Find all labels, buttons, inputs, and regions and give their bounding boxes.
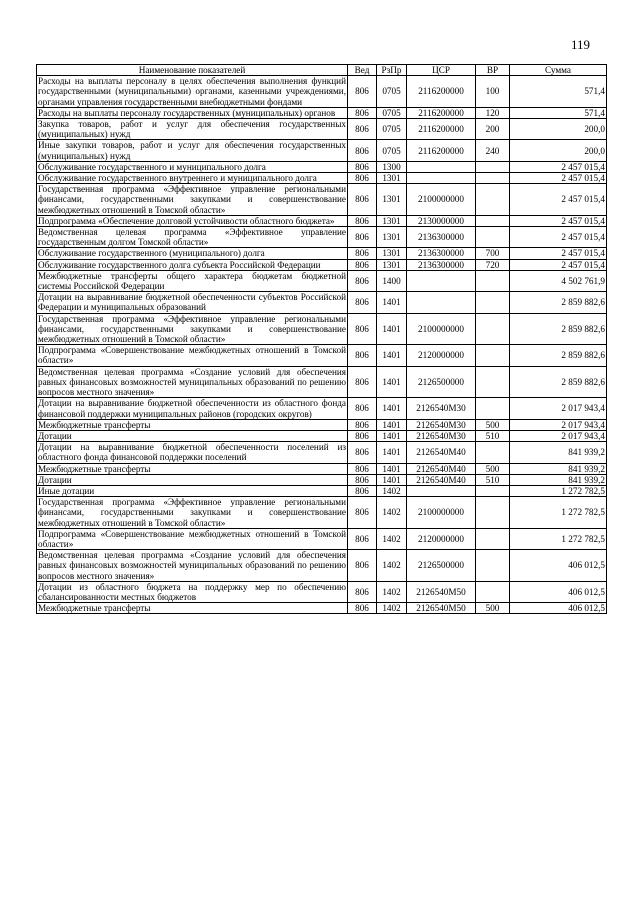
row-csr: 2126540М50 [407, 603, 476, 614]
row-csr: 2116200000 [407, 107, 476, 118]
row-ved: 806 [348, 398, 377, 419]
row-vr [476, 550, 510, 582]
row-csr: 2126500000 [407, 366, 476, 398]
budget-table [36, 64, 607, 614]
row-name: Ведомственная целевая программа «Создание условий для обеспечения равных финансовых возможностей муниципальных образований по решению вопросов местного значения» [38, 366, 346, 398]
table-row [37, 215, 607, 226]
table-row [37, 550, 607, 582]
row-sum: 1 272 782,5 [510, 528, 607, 549]
row-vr [476, 161, 510, 172]
row-vr [476, 442, 510, 463]
row-rzpr: 1301 [377, 248, 407, 259]
row-ved: 806 [348, 497, 377, 529]
row-sum: 406 012,5 [510, 550, 607, 582]
row-ved: 806 [348, 161, 377, 172]
row-vr [476, 184, 510, 216]
row-name: Закупка товаров, работ и услуг для обеспечения государственных (муниципальных) нужд [38, 119, 346, 140]
table-row [37, 398, 607, 419]
row-csr [407, 485, 476, 496]
row-csr: 2120000000 [407, 345, 476, 366]
row-ved: 806 [348, 259, 377, 270]
row-csr: 2130000000 [407, 215, 476, 226]
table-row [37, 313, 607, 345]
table-row [37, 259, 607, 270]
row-rzpr: 0705 [377, 76, 407, 108]
row-sum: 4 502 761,9 [510, 270, 607, 291]
row-vr [476, 497, 510, 529]
row-sum: 571,4 [510, 76, 607, 108]
row-name: Межбюджетные трансферты [37, 463, 348, 474]
row-sum: 2 457 015,4 [510, 259, 607, 270]
row-rzpr: 1402 [377, 528, 407, 549]
row-sum: 2 859 882,6 [510, 345, 607, 366]
row-name: Дотации на выравнивание бюджетной обеспеченности поселений из областного фонда финансовой поддержки поселений [38, 442, 346, 463]
page-number: 119 [570, 37, 590, 52]
row-ved: 806 [348, 215, 377, 226]
row-name: Государственная программа «Эффективное управление региональными финансами, государственными закупками и совершенствование межбюджетных отношений в Томской области» [38, 184, 346, 215]
row-name: Подпрограмма «Совершенствование межбюджетных отношений в Томской области» [38, 345, 346, 366]
row-ved: 806 [348, 313, 377, 345]
row-name: Дотации из областного бюджета на поддержку мер по обеспечению сбалансированности местных бюджетов [38, 581, 346, 602]
row-name: Межбюджетные трансферты общего характера бюджетам бюджетной системы Российской Федерации [38, 270, 346, 292]
row-sum: 841 939,2 [510, 442, 607, 463]
row-vr: 200 [476, 119, 510, 140]
row-sum: 200,0 [510, 140, 607, 161]
row-name: Дотации на выравнивание бюджетной обеспеченности субъектов Российской Федерации и муниципальных образований [38, 292, 346, 313]
row-rzpr: 1402 [377, 485, 407, 496]
row-csr: 2100000000 [407, 497, 476, 529]
row-name: Иные закупки товаров, работ и услуг для обеспечения государственных (муниципальных) нужд [38, 140, 346, 161]
table-row [37, 227, 607, 248]
row-sum: 200,0 [510, 119, 607, 140]
row-sum: 1 272 782,5 [510, 485, 607, 496]
row-rzpr: 1301 [377, 173, 407, 184]
row-sum: 841 939,2 [510, 463, 607, 474]
table-row [37, 497, 607, 529]
row-name: Ведомственная целевая программа «Создание условий для обеспечения равных финансовых возможностей муниципальных образований по решению вопросов местного значения» [38, 550, 346, 581]
row-name: Обслуживание государственного долга субъекта Российской Федерации [37, 259, 348, 270]
row-name: Дотации [37, 474, 348, 485]
row-name: Дотации на выравнивание бюджетной обеспеченности из областного фонда финансовой поддержки муниципальных районов (городских округов) [38, 398, 346, 419]
row-sum: 2 457 015,4 [510, 173, 607, 184]
row-csr: 2126540М30 [407, 419, 476, 430]
row-ved: 806 [348, 292, 377, 313]
row-vr: 500 [476, 603, 510, 614]
row-name: Обслуживание государственного и муниципального долга [37, 161, 348, 172]
table-body [37, 76, 607, 614]
row-ved: 806 [348, 173, 377, 184]
table-row [37, 107, 607, 118]
row-csr: 2126540М40 [407, 463, 476, 474]
row-ved: 806 [348, 345, 377, 366]
row-name: Ведомственная целевая программа «Эффективное управление государственным долгом Томской области» [38, 227, 346, 248]
header-rzpr: РзПр [377, 65, 407, 76]
table-row [37, 292, 607, 313]
row-vr [476, 173, 510, 184]
table-row [37, 474, 607, 485]
row-vr [476, 528, 510, 549]
row-name: Расходы на выплаты персоналу государственных (муниципальных) органов [37, 107, 348, 118]
table-row [37, 184, 607, 216]
row-rzpr: 1301 [377, 215, 407, 226]
row-vr: 510 [476, 430, 510, 441]
table-row [37, 270, 607, 291]
table-row [37, 366, 607, 398]
row-ved: 806 [348, 140, 377, 161]
row-rzpr: 1301 [377, 227, 407, 248]
row-name: Подпрограмма «Совершенствование межбюджетных отношений в Томской области» [38, 528, 346, 549]
row-ved: 806 [348, 119, 377, 140]
row-vr [476, 485, 510, 496]
row-ved: 806 [348, 430, 377, 441]
row-rzpr: 1400 [377, 270, 407, 291]
row-sum: 2 859 882,6 [510, 313, 607, 345]
row-vr [476, 215, 510, 226]
row-sum: 406 012,5 [510, 581, 607, 602]
row-vr: 510 [476, 474, 510, 485]
row-rzpr: 1401 [377, 292, 407, 313]
row-csr: 2100000000 [407, 313, 476, 345]
row-vr [476, 581, 510, 602]
row-rzpr: 1401 [377, 442, 407, 463]
row-csr: 2126500000 [407, 550, 476, 582]
row-vr: 100 [476, 76, 510, 108]
table-row [37, 119, 607, 140]
row-name: Государственная программа «Эффективное управление региональными финансами, государственными закупками и совершенствование межбюджетных отношений в Томской области» [38, 313, 346, 345]
table-row [37, 603, 607, 614]
row-csr: 2126540М50 [407, 581, 476, 602]
row-sum: 2 457 015,4 [510, 227, 607, 248]
row-rzpr: 1402 [377, 581, 407, 602]
row-vr [476, 345, 510, 366]
row-name: Дотации [37, 430, 348, 441]
row-rzpr: 1401 [377, 419, 407, 430]
row-name: Иные дотации [37, 485, 348, 496]
table-row [37, 140, 607, 161]
row-ved: 806 [348, 474, 377, 485]
row-csr: 2136300000 [407, 259, 476, 270]
row-name: Обслуживание государственного (муниципального) долга [37, 248, 348, 259]
row-sum: 2 859 882,6 [510, 292, 607, 313]
row-rzpr: 1300 [377, 161, 407, 172]
row-sum: 2 457 015,4 [510, 215, 607, 226]
row-rzpr: 1401 [377, 345, 407, 366]
row-sum: 841 939,2 [510, 474, 607, 485]
row-name: Межбюджетные трансферты [37, 419, 348, 430]
table-row [37, 442, 607, 463]
table-row [37, 173, 607, 184]
row-name: Межбюджетные трансферты [37, 603, 348, 614]
row-rzpr: 0705 [377, 140, 407, 161]
row-name: Обслуживание государственного внутреннего и муниципального долга [37, 173, 348, 184]
row-ved: 806 [348, 603, 377, 614]
row-csr [407, 161, 476, 172]
header-vr: ВР [476, 65, 510, 76]
table-row [37, 345, 607, 366]
row-ved: 806 [348, 107, 377, 118]
row-name: Подпрограмма «Обеспечение долговой устойчивости областного бюджета» [37, 215, 348, 226]
row-ved: 806 [348, 366, 377, 398]
table-row [37, 581, 607, 602]
table-row [37, 430, 607, 441]
row-ved: 806 [348, 419, 377, 430]
table-row [37, 528, 607, 549]
row-rzpr: 1402 [377, 550, 407, 582]
table-row [37, 485, 607, 496]
row-vr: 500 [476, 463, 510, 474]
header-csr: ЦСР [407, 65, 476, 76]
row-csr [407, 292, 476, 313]
row-ved: 806 [348, 76, 377, 108]
row-ved: 806 [348, 463, 377, 474]
row-vr [476, 313, 510, 345]
row-ved: 806 [348, 184, 377, 216]
row-rzpr: 1401 [377, 313, 407, 345]
row-rzpr: 1402 [377, 603, 407, 614]
header-name: Наименование показателей [37, 65, 348, 76]
row-name: Государственная программа «Эффективное управление региональными финансами, государственными закупками и совершенствование межбюджетных отношений в Томской области» [38, 497, 346, 528]
row-sum: 571,4 [510, 107, 607, 118]
row-csr: 2136300000 [407, 248, 476, 259]
header-ved: Вед [348, 65, 377, 76]
row-csr [407, 173, 476, 184]
row-csr: 2116200000 [407, 140, 476, 161]
row-rzpr: 1402 [377, 497, 407, 529]
row-sum: 1 272 782,5 [510, 497, 607, 529]
table-row [37, 248, 607, 259]
row-ved: 806 [348, 550, 377, 582]
row-sum: 2 017 943,4 [510, 398, 607, 419]
row-vr [476, 270, 510, 291]
row-csr: 2126540М40 [407, 474, 476, 485]
row-rzpr: 1401 [377, 366, 407, 398]
row-vr [476, 292, 510, 313]
row-csr: 2126540М30 [407, 398, 476, 419]
row-csr: 2116200000 [407, 76, 476, 108]
row-sum: 2 457 015,4 [510, 184, 607, 216]
row-vr: 720 [476, 259, 510, 270]
row-vr [476, 398, 510, 419]
row-ved: 806 [348, 581, 377, 602]
row-rzpr: 0705 [377, 107, 407, 118]
row-csr: 2120000000 [407, 528, 476, 549]
row-csr: 2116200000 [407, 119, 476, 140]
row-sum: 2 859 882,6 [510, 366, 607, 398]
row-vr: 700 [476, 248, 510, 259]
row-vr: 120 [476, 107, 510, 118]
row-rzpr: 1401 [377, 430, 407, 441]
row-vr [476, 366, 510, 398]
row-rzpr: 1401 [377, 463, 407, 474]
row-sum: 2 457 015,4 [510, 248, 607, 259]
row-rzpr: 1301 [377, 184, 407, 216]
table-row [37, 76, 607, 108]
row-ved: 806 [348, 485, 377, 496]
row-csr: 2126540М40 [407, 442, 476, 463]
table-row [37, 463, 607, 474]
row-sum: 2 017 943,4 [510, 430, 607, 441]
row-ved: 806 [348, 248, 377, 259]
row-csr: 2100000000 [407, 184, 476, 216]
row-ved: 806 [348, 270, 377, 291]
row-rzpr: 0705 [377, 119, 407, 140]
row-vr: 240 [476, 140, 510, 161]
row-rzpr: 1401 [377, 474, 407, 485]
row-sum: 2 457 015,4 [510, 161, 607, 172]
table-row [37, 161, 607, 172]
row-vr: 500 [476, 419, 510, 430]
row-name: Расходы на выплаты персоналу в целях обеспечения выполнения функций государственными (муниципальными) органами, казенными учреждениями, органами управления государственными внебюджетными фондами [38, 76, 346, 107]
row-vr [476, 227, 510, 248]
row-ved: 806 [348, 442, 377, 463]
header-sum: Сумма [510, 65, 607, 76]
row-csr: 2136300000 [407, 227, 476, 248]
row-rzpr: 1301 [377, 259, 407, 270]
row-ved: 806 [348, 528, 377, 549]
row-sum: 406 012,5 [510, 603, 607, 614]
row-ved: 806 [348, 227, 377, 248]
row-sum: 2 017 943,4 [510, 419, 607, 430]
table-row [37, 419, 607, 430]
row-rzpr: 1401 [377, 398, 407, 419]
row-csr [407, 270, 476, 291]
row-csr: 2126540М30 [407, 430, 476, 441]
table-header-row [37, 65, 607, 76]
